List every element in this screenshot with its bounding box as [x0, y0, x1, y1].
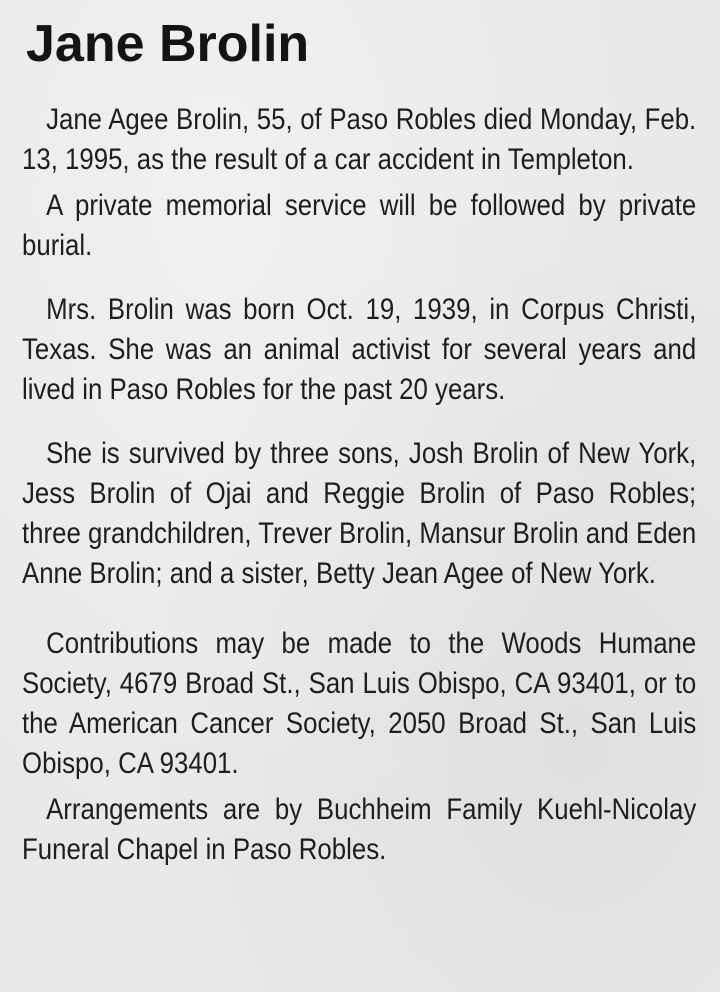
biography-paragraph: Mrs. Brolin was born Oct. 19, 1939, in Corpus Christi, Texas. She was an animal activist for several years and lived in Paso Robles for the past 20 years. [22, 293, 697, 406]
death-notice-paragraph: Jane Agee Brolin, 55, of Paso Robles died Monday, Feb. 13, 1995, as the result of a car accident in Templeton. [22, 103, 697, 176]
paragraph-spacer [22, 266, 696, 290]
service-paragraph: A private memorial service will be followed by private burial. [22, 189, 697, 262]
obituary-headline: Jane Brolin [26, 15, 310, 73]
paragraph-spacer [22, 594, 696, 624]
survivors-paragraph: She is survived by three sons, Josh Brolin of New York, Jess Brolin of Ojai and Reggie Brolin of Paso Robles; three grandchildren, Trever Brolin, Mansur Brolin and Eden Anne Brolin; and a sister, Betty Jean Agee of New York. [22, 437, 697, 590]
paragraph-spacer [22, 410, 696, 434]
contributions-paragraph: Contributions may be made to the Woods Humane Society, 4679 Broad St., San Luis Obispo, CA 93401, or to the American Cancer Society, 2050 Broad St., San Luis Obispo, CA 93401. [22, 627, 697, 780]
arrangements-paragraph: Arrangements are by Buchheim Family Kuehl-Nicolay Funeral Chapel in Paso Robles. [22, 793, 697, 866]
